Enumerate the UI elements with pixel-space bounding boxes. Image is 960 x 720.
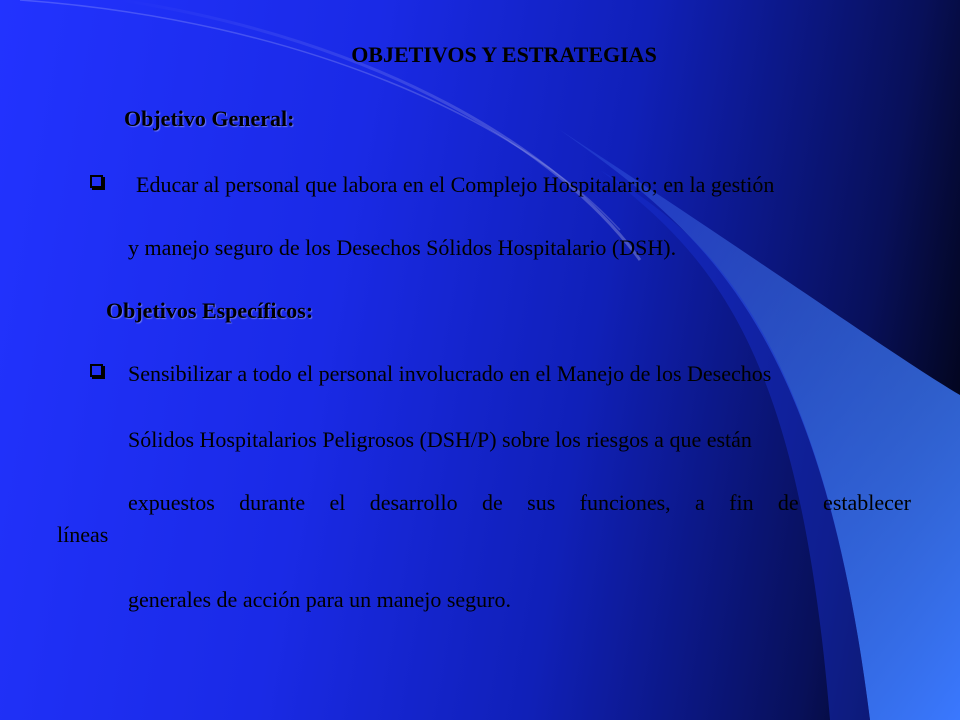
- square-bullet-icon: [90, 364, 103, 377]
- specific-objective-line-2: Sólidos Hospitalarios Peligrosos (DSH/P) sobre los riesgos a que están: [128, 427, 752, 452]
- specific-objective-line-3-wrap: líneas: [57, 522, 109, 547]
- square-bullet-icon: [90, 175, 103, 188]
- general-objective-line-2: y manejo seguro de los Desechos Sólidos Hospitalario (DSH).: [128, 235, 677, 260]
- specific-objective-line-4: generales de acción para un manejo seguro.: [128, 587, 511, 612]
- specific-objective-line-1: Sensibilizar a todo el personal involucrado en el Manejo de los Desechos: [128, 361, 772, 386]
- specific-objective-line-3: expuestos durante el desarrollo de sus funciones, a fin de establecer: [128, 490, 911, 515]
- slide-title: OBJETIVOS Y ESTRATEGIAS: [351, 42, 657, 67]
- general-objective-line-1: Educar al personal que labora en el Complejo Hospitalario; en la gestión: [136, 172, 775, 197]
- general-objective-heading: Objetivo General:: [124, 106, 295, 131]
- specific-objectives-heading: Objetivos Específicos:: [106, 298, 314, 323]
